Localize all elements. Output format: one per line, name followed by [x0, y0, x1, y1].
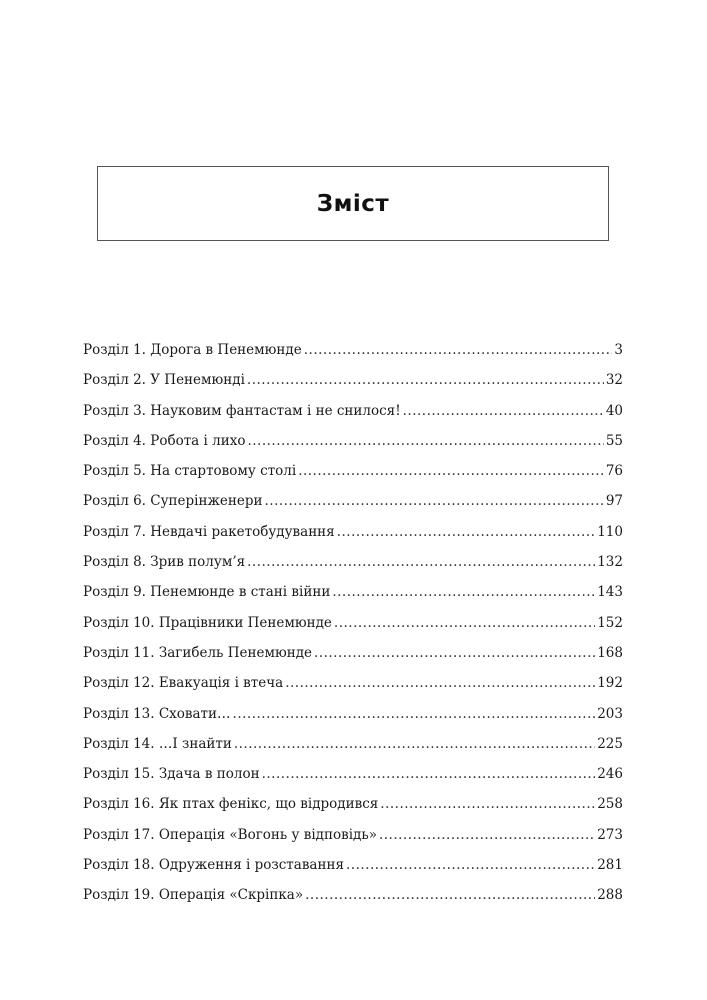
- dot-leader: [379, 820, 595, 850]
- dot-leader: [403, 396, 604, 426]
- dot-leader: [298, 456, 604, 486]
- toc-entry-page: 203: [597, 705, 623, 722]
- toc-entry-page: 273: [597, 826, 623, 843]
- toc-entry-title: Розділ 11. Загибель Пенемюнде: [83, 644, 312, 661]
- toc-entry: [83, 699, 623, 729]
- toc-entry-title: Розділ 4. Робота і лихо: [83, 432, 246, 449]
- toc-entry-title: Розділ 5. На стартовому столі: [83, 463, 297, 480]
- toc-entry-page: 143: [597, 584, 623, 601]
- toc-entry-title: Розділ 10. Працівники Пенемюнде: [83, 614, 332, 631]
- toc-entry-page: 3: [614, 342, 623, 358]
- toc-entry: [83, 820, 623, 850]
- dot-leader: [337, 517, 596, 547]
- toc-entry-page: 32: [605, 372, 623, 389]
- dot-leader: [265, 486, 604, 516]
- toc-entry: [83, 456, 623, 486]
- toc-entry: [83, 486, 623, 516]
- toc-entry-title: Розділ 12. Евакуація і втеча: [83, 675, 284, 692]
- toc-entry-title: Розділ 9. Пенемюнде в стані війни: [83, 584, 331, 601]
- toc-entry-page: 110: [597, 523, 623, 540]
- dot-leader: [304, 335, 613, 365]
- toc-entry-page: 55: [605, 432, 623, 449]
- toc-entry-page: 246: [597, 766, 623, 783]
- page-title: Зміст: [316, 190, 390, 217]
- toc-entry-title: Розділ 6. Суперінженери: [83, 493, 263, 510]
- toc-entry: [83, 668, 623, 698]
- toc-entry-page: 40: [605, 402, 623, 419]
- toc-entry-page: 258: [597, 796, 623, 813]
- toc-entry-title: Розділ 17. Операція «Вогонь у відповідь»: [83, 826, 377, 843]
- toc-entry: [83, 365, 623, 395]
- dot-leader: [247, 547, 595, 577]
- toc-entry-title: Розділ 1. Дорога в Пенемюнде: [83, 342, 302, 358]
- toc-entry: [83, 608, 623, 638]
- toc-entry-title: Розділ 19. Операція «Скріпка»: [83, 887, 304, 904]
- dot-leader: [247, 426, 603, 456]
- toc-entry: [83, 850, 623, 880]
- toc-entry-title: Розділ 18. Одруження і розставання: [83, 857, 344, 874]
- toc-entry: [83, 426, 623, 456]
- dot-leader: [285, 668, 595, 698]
- dot-leader: [314, 638, 595, 668]
- toc-entry: [83, 335, 623, 365]
- toc-entry-title: Розділ 7. Невдачі ракетобудування: [83, 523, 335, 540]
- toc-entry-title: Розділ 3. Науковим фантастам і не снилося!: [83, 402, 401, 419]
- toc-entry-title: Розділ 2. У Пенемюнді: [83, 372, 245, 389]
- dot-leader: [233, 699, 596, 729]
- title-frame: [97, 166, 609, 241]
- toc-entry-title: Розділ 13. Сховати…: [83, 705, 231, 722]
- dot-leader: [346, 850, 595, 880]
- toc-entry-title: Розділ 8. Зрив полум’я: [83, 554, 246, 571]
- toc-entry: [83, 577, 623, 607]
- dot-leader: [380, 789, 595, 819]
- toc-entry: [83, 789, 623, 819]
- table-of-contents: [83, 335, 623, 911]
- toc-entry-page: 132: [597, 554, 623, 571]
- toc-entry-page: 192: [597, 675, 623, 692]
- toc-entry-page: 225: [597, 735, 623, 752]
- toc-entry-page: 288: [597, 887, 623, 904]
- toc-entry-page: 168: [597, 644, 623, 661]
- toc-entry: [83, 547, 623, 577]
- toc-entry: [83, 759, 623, 789]
- toc-entry-title: Розділ 14. …І знайти: [83, 735, 232, 752]
- toc-entry: [83, 396, 623, 426]
- toc-entry-page: 97: [605, 493, 623, 510]
- dot-leader: [234, 729, 595, 759]
- toc-entry: [83, 729, 623, 759]
- dot-leader: [305, 880, 595, 910]
- toc-entry-title: Розділ 15. Здача в полон: [83, 766, 260, 783]
- dot-leader: [332, 577, 595, 607]
- toc-entry-page: 281: [597, 857, 623, 874]
- dot-leader: [262, 759, 596, 789]
- toc-entry: [83, 880, 623, 910]
- toc-entry-page: 76: [605, 463, 623, 480]
- toc-entry-title: Розділ 16. Як птах фенікс, що відродився: [83, 796, 379, 813]
- dot-leader: [247, 365, 604, 395]
- toc-entry: [83, 517, 623, 547]
- toc-entry-page: 152: [597, 614, 623, 631]
- dot-leader: [334, 608, 595, 638]
- toc-entry: [83, 638, 623, 668]
